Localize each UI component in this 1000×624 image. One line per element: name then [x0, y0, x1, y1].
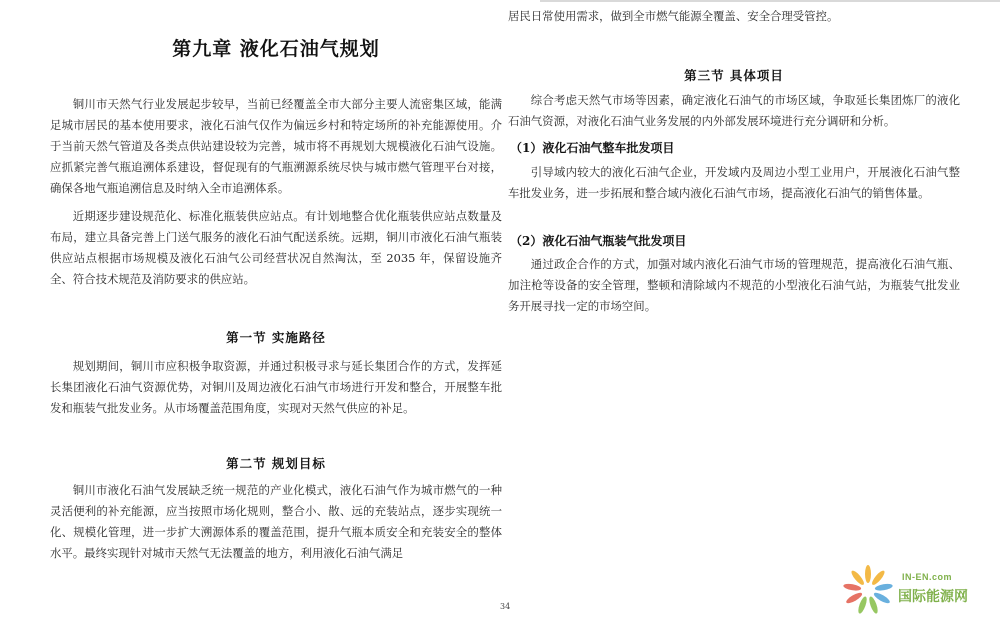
page-number: 34 [500, 602, 511, 611]
watermark-brand: 国际能源网 [898, 588, 968, 604]
section2-title: 第二节 规划目标 [226, 456, 326, 471]
section1-paragraph: 规划期间，铜川市应积极争取资源，并通过积极寻求与延长集团合作的方式，发挥延长集团液化石油气资源优势，对铜川及周边液化石油气市场进行开发和整合，开展整车批发和瓶装气批发业务。从市场覆盖范围角度，实现对天然气供应的补足。 [50, 359, 502, 415]
section3-title: 第三节 具体项目 [684, 68, 784, 83]
header-rule [540, 0, 1000, 2]
sunburst-logo-icon [838, 560, 898, 616]
item2-text: 通过政企合作的方式，加强对域内液化石油气市场的管理规范，提高液化石油气瓶、加注枪等设备的安全管理，整顿和清除域内不规范的小型液化石油气站，为瓶装气批发业务开展寻找一定的市场空间。 [508, 257, 960, 313]
watermark-logo [838, 560, 988, 616]
watermark-site: IN-EN.com [902, 572, 953, 582]
intro-paragraph-1: 铜川市天然气行业发展起步较早，当前已经覆盖全市大部分主要人流密集区域，能满足城市居民的基本使用要求，液化石油气仅作为偏远乡村和特定场所的补充能源使用。介于当前天然气管道及各类点供站建设较为完善，城市将不再规划大规模液化石油气设施。应抓紧完善气瓶追溯体系建设，督促现有的气瓶溯源系统尽快与城市燃气管理平台对接，确保各地气瓶追溯信息及时纳入全市追溯体系。 [50, 97, 502, 195]
intro-paragraph-2: 近期逐步建设规范化、标准化瓶装供应站点。有计划地整合优化瓶装供应站点数量及布局，建立具备完善上门送气服务的液化石油气配送系统。远期，铜川市液化石油气瓶装供应站点根据市场规模及液化石油气公司经营状况自然淘汰，至 2035 年，保留设施齐全、符合技术规范及消防要求的供应站。 [50, 209, 502, 286]
section3-intro: 综合考虑天然气市场等因素，确定液化石油气的市场区域，争取延长集团炼厂的液化石油气资源，对液化石油气业务发展的内外部发展环境进行充分调研和分析。 [508, 93, 960, 128]
section1-title: 第一节 实施路径 [226, 330, 326, 345]
item1-text: 引导域内较大的液化石油气企业，开发域内及周边小型工业用户，开展液化石油气整车批发业务，进一步拓展和整合域内液化石油气市场，提高液化石油气的销售体量。 [508, 165, 960, 200]
continuation-paragraph: 居民日常使用需求，做到全市燃气能源全覆盖、安全合理受管控。 [508, 9, 839, 23]
section2-paragraph: 铜川市液化石油气发展缺乏统一规范的产业化模式，液化石油气作为城市燃气的一种灵活便利的补充能源，应当按照市场化规则，整合小、散、远的充装站点，逐步实现统一化、规模化管理，进一步扩大溯源体系的覆盖范围，提升气瓶本质安全和充装安全的整体水平。最终实现针对城市天然气无法覆盖的地方，利用液化石油气满足 [50, 483, 502, 560]
item2-title: （2）液化石油气瓶装气批发项目 [510, 234, 687, 248]
item1-title: （1）液化石油气整车批发项目 [510, 141, 675, 155]
chapter-title: 第九章 液化石油气规划 [172, 38, 380, 60]
